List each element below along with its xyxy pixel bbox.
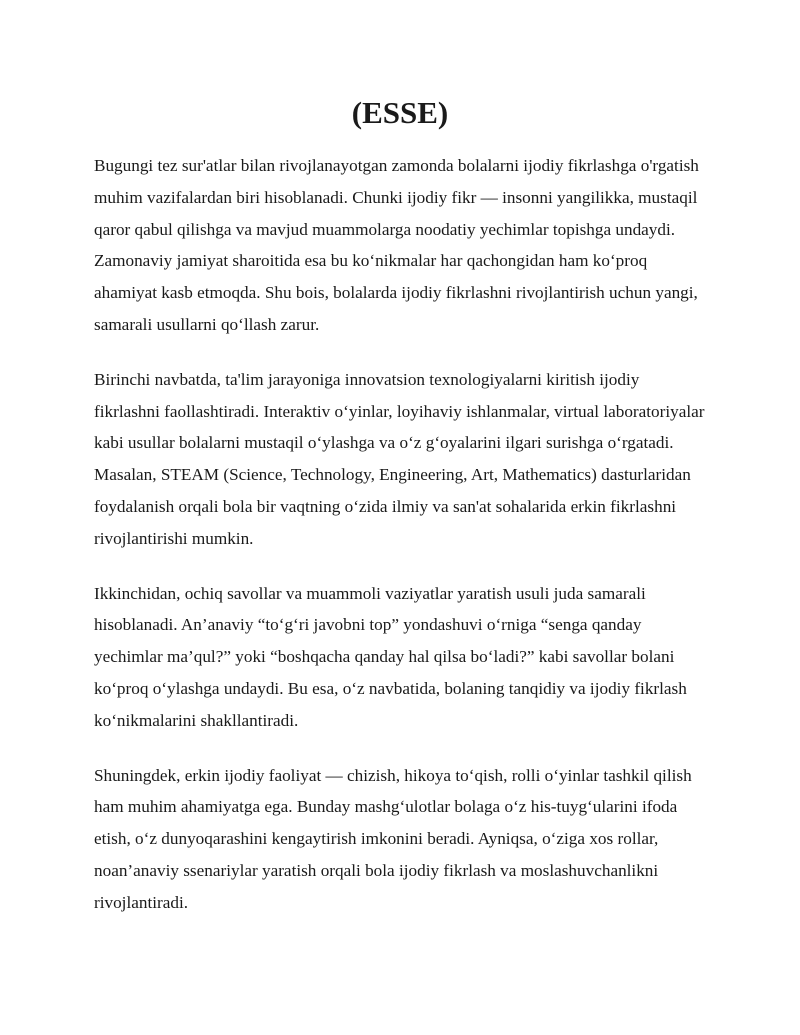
document-title: (ESSE) [351,95,449,130]
paragraph-1: Bugungi tez sur'atlar bilan rivojlanayotgan zamonda bolalarni ijodiy fikrlashga o'rgatish muhim vazifalardan biri hisoblanadi. Chunki ijodiy fikr — insonni yangilikka, mustaqil qaror qabul qilishga va mavjud muammolarga noodatiy yechimlar topishga undaydi. Zamonaviy jamiyat sharoitida esa bu ko‘nikmalar har qachongidan ham ko‘proq ahamiyat kasb etmoqda. Shu bois, bolalarda ijodiy fikrlashni rivojlantirish uchun yangi, samarali usullarni qo‘llash zarur. [94,156,699,334]
paragraph-2: Birinchi navbatda, ta'lim jarayoniga innovatsion texnologiyalarni kiritish ijodiy fikrlashni faollashtiradi. Interaktiv o‘yinlar, loyihaviy ishlanmalar, virtual laboratoriyalar kabi usullar bolalarni mustaqil o‘ylashga va o‘z g‘oyalarini ilgari surishga o‘rgatadi. Masalan, STEAM (Science, Technology, Engineering, Art, Mathematics) dasturlaridan foydalanish orqali bola bir vaqtning o‘zida ilmiy va san'at sohalarida erkin fikrlashni rivojlantirishi mumkin. [94,369,705,548]
paragraph-4: Shuningdek, erkin ijodiy faoliyat — chizish, hikoya to‘qish, rolli o‘yinlar tashkil qilish ham muhim ahamiyatga ega. Bunday mashg‘ulotlar bolaga o‘z his-tuyg‘ularini ifoda etish, o‘z dunyoqarashini kengaytirish imkonini beradi. Ayniqsa, o‘ziga xos rollar, noan’anaviy ssenariylar yaratish orqali bola ijodiy fikrlash va moslashuvchanlikni rivojlantiradi. [94,765,692,912]
paragraph-3: Ikkinchidan, ochiq savollar va muammoli vaziyatlar yaratish usuli juda samarali hisoblanadi. An’anaviy “to‘g‘ri javobni top” yondashuvi o‘rniga “senga qanday yechimlar ma’qul?” yoki “boshqacha qanday hal qilsa bo‘ladi?” kabi savollar bolani ko‘proq o‘ylashga undaydi. Bu esa, o‘z navbatida, bolaning tanqidiy va ijodiy fikrlash ko‘nikmalarini shakllantiradi. [94,583,687,730]
document-body [94,150,706,942]
